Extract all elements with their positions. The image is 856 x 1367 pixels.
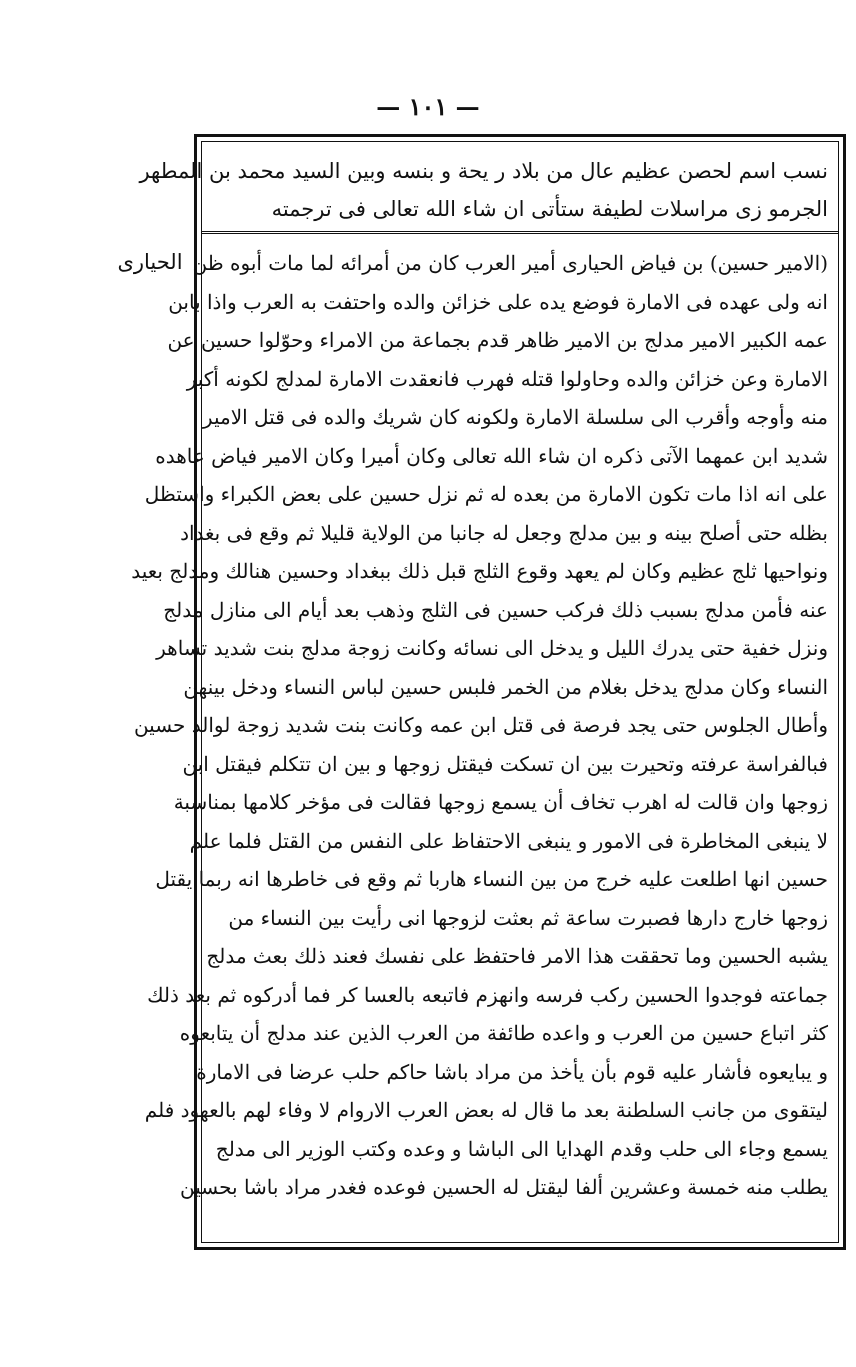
body-line: ونزل خفية حتى يدرك الليل و يدخل الى نسائه وكانت زوجة مدلج بنت شديد تساهر [156,636,828,660]
body-line: ونواحيها ثلج عظيم وكان لم يعهد وقوع الثلج قبل ذلك ببغداد وحسين هنالك ومدلج بعيد [131,559,828,583]
text-frame-inner [131,141,839,1243]
body-line: زوجها وان قالت له اهرب تخاف أن يسمع زوجها فقالت فى مؤخر كلامها بمناسبة [173,790,828,814]
body-line: (الامير حسين) بن فياض الحيارى أمير العرب كان من أمرائه لما مات أبوه ظن [192,251,828,275]
body-line: عنه فأمن مدلج بسبب ذلك فركب حسين فى الثلج وذهب بعد أيام الى منازل مدلج [163,597,828,622]
body-line: حسين انها اطلعت عليه خرج من بين النساء هاربا ثم وقع فى خاطرها انه ربما يقتل [155,867,828,891]
body-line: جماعته فوجدوا الحسين ركب فرسه وانهزم فاتبعه بالعسا كر فما أدركوه ثم بعد ذلك [147,982,828,1007]
body-block [131,238,838,1242]
body-line: زوجها خارج دارها فصبرت ساعة ثم بعثت لزوجها انى رأيت بين النساء من [228,905,828,930]
header-line: نسب اسم لحصن عظيم عال من بلاد ر يحة و بنسه وبين السيد محمد بن المطهر [139,159,828,183]
header-line: الجرمو زى مراسلات لطيفة ستأتى ان شاء الله تعالى فى ترجمته [271,197,828,221]
body-line: يسمع وجاء الى حلب وقدم الهدايا الى الباشا و وعده وكتب الوزير الى مدلج [215,1136,828,1161]
body-line: و يبايعوه فأشار عليه قوم بأن يأخذ من مراد باشا حاكم حلب عرضا فى الامارة [196,1059,828,1084]
text-frame [131,134,846,1250]
body-line: ليتقوى من جانب السلطنة بعد ما قال له بعض العرب الاروام لا وفاء لهم بالعهود فلم [144,1098,828,1122]
body-line: بظله حتى أصلح بينه و بين مدلج وجعل له جانبا من الولاية قليلا ثم وقع فى بغداد [180,520,828,545]
body-line: على انه اذا مات تكون الامارة من بعده له ثم نزل حسين على بعض الكبراء واستظل [144,482,828,506]
body-line: وأطال الجلوس حتى يجد فرصة فى قتل ابن عمه وكانت بنت شديد زوجة لوالد حسين [133,713,828,737]
body-line: النساء وكان مدلج يدخل بغلام من الخمر فلبس حسين لباس النساء ودخل بينهن [183,674,828,699]
header-block [139,142,838,234]
body-line: منه وأوجه وأقرب الى سلسلة الامارة ولكونه كان شريك والده فى قتل الامير [202,405,828,429]
body-line: يشبه الحسين وما تحققت هذا الامر فاحتفظ على نفسك فعند ذلك بعث مدلج [206,944,828,968]
body-line: الامارة وعن خزائن والده وحاولوا قتله فهرب فانعقدت الامارة لمدلج لكونه أكبر [186,366,828,391]
body-line: لا ينبغى المخاطرة فى الامور و ينبغى الاحتفاظ على النفس من القتل فلما علم [189,828,828,853]
body-line: انه ولى عهده فى الامارة فوضع يده على خزائن والده واحتفت به العرب واذا بابن [168,289,828,314]
body-line: يطلب منه خمسة وعشرين ألفا ليقتل له الحسين فوعده فغدر مراد باشا بحسين [180,1175,828,1199]
page-number: — ١٠١ — [376,92,480,121]
body-line: شديد ابن عمهما الآتى ذكره ان شاء الله تعالى وكان أميرا وكان الامير فياض عاهده [155,443,828,468]
body-line: عمه الكبير الامير مدلج بن الامير ظاهر قدم بجماعة من الامراء وحوّلوا حسين عن [167,328,828,352]
margin-note: الحيارى [117,250,183,274]
body-line: فبالفراسة عرفته وتحيرت بين ان تسكت فيقتل زوجها و بين ان تتكلم فيقتل ابن [182,751,828,776]
body-line: كثر اتباع حسين من العرب و واعده طائفة من العرب الذين عند مدلج أن يتابعوه [179,1021,828,1045]
